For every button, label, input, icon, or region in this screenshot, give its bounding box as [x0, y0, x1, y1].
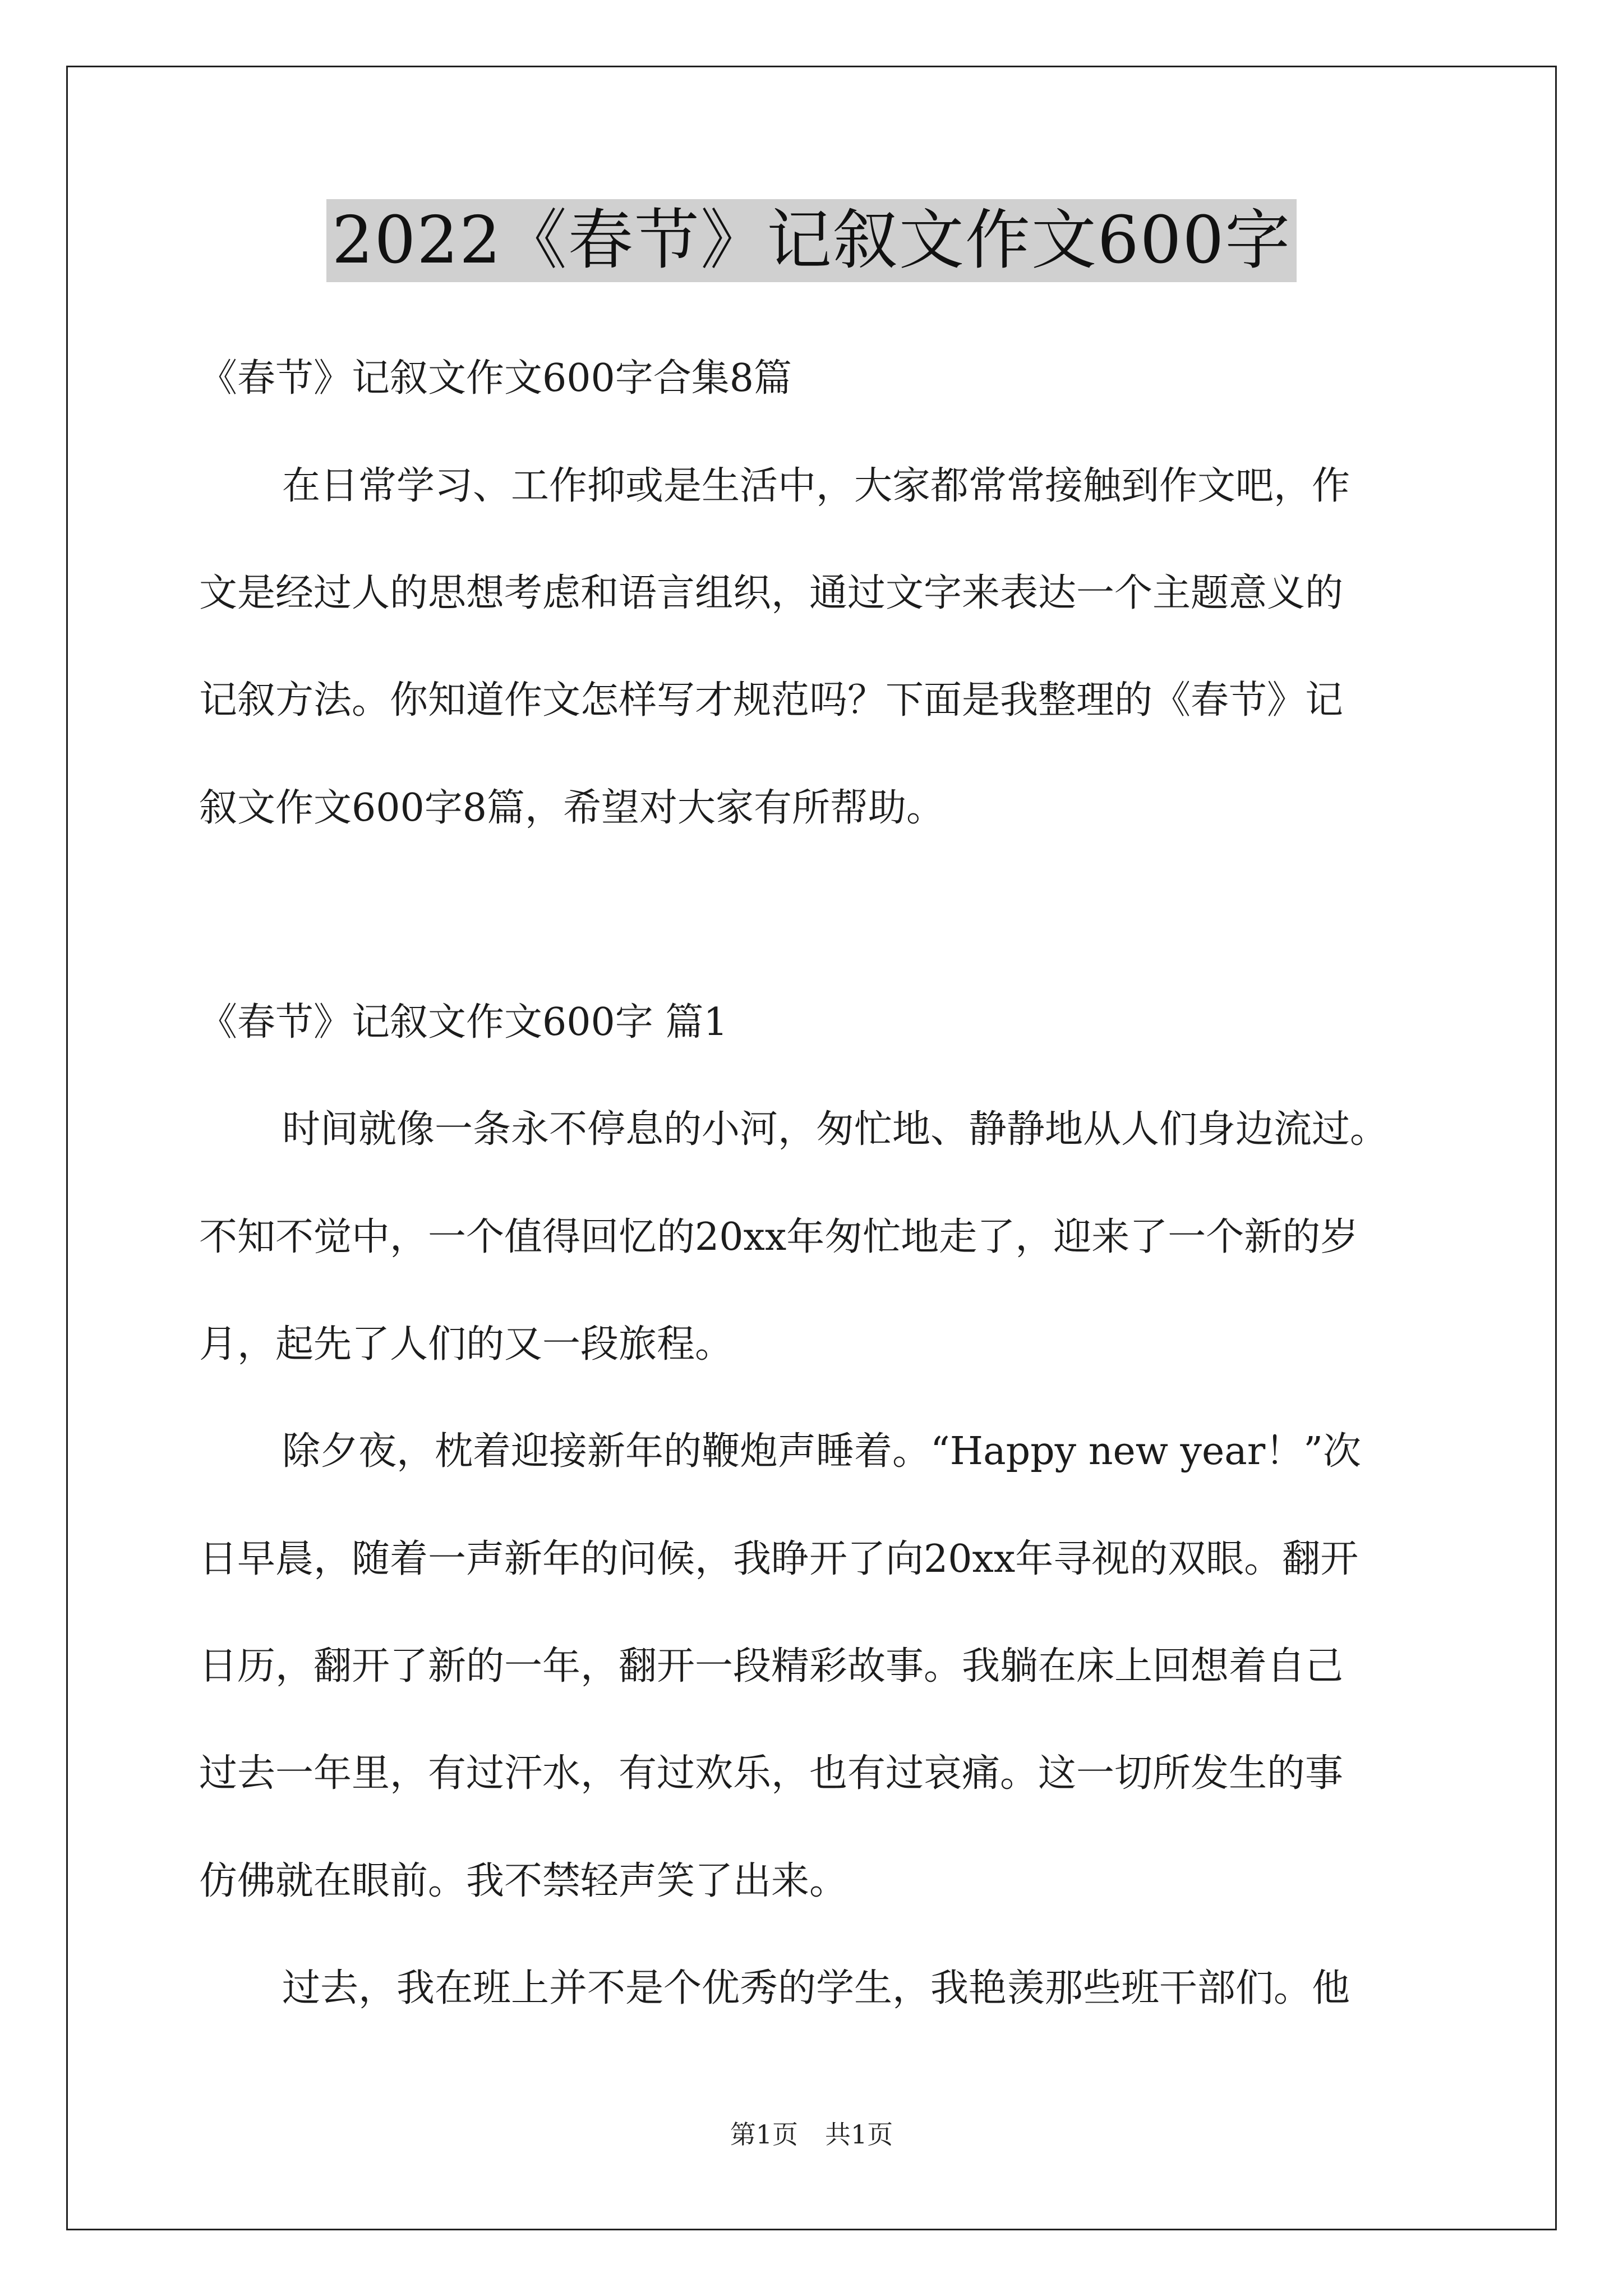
section-heading: 《春节》记叙文作文600字 篇1 [199, 1000, 728, 1045]
intro-line: 叙文作文600字8篇，希望对大家有所帮助。 [199, 786, 945, 830]
paragraph-line: 月，起先了人们的又一段旅程。 [199, 1322, 734, 1366]
paragraph-line: 日早晨，随着一声新年的问候，我睁开了向20xx年寻视的双眼。翻开 [199, 1537, 1359, 1581]
page-footer [0, 2118, 1623, 2151]
document-title: 2022《春节》记叙文作文600字 [326, 199, 1297, 282]
page-total: 共1页 [825, 2119, 893, 2150]
paragraph-line: 除夕夜，枕着迎接新年的鞭炮声睡着。“Happy new year！”次 [282, 1429, 1362, 1474]
paragraph-line: 不知不觉中，一个值得回忆的20xx年匆忙地走了，迎来了一个新的岁 [199, 1215, 1359, 1259]
paragraph-line: 过去，我在班上并不是个优秀的学生，我艳羡那些班干部们。他 [282, 1966, 1350, 2010]
intro-line: 记叙方法。你知道作文怎样写才规范吗？下面是我整理的《春节》记 [199, 678, 1344, 723]
page-number: 第1页 [730, 2119, 798, 2150]
intro-line: 在日常学习、工作抑或是生活中，大家都常常接触到作文吧，作 [282, 464, 1350, 508]
paragraph-line: 时间就像一条永不停息的小河，匆忙地、静静地从人们身边流过。 [282, 1107, 1389, 1152]
title-block [0, 199, 1623, 282]
paragraph-line: 日历，翻开了新的一年，翻开一段精彩故事。我躺在床上回想着自己 [199, 1644, 1344, 1688]
collection-heading: 《春节》记叙文作文600字合集8篇 [199, 356, 792, 401]
paragraph-line: 仿佛就在眼前。我不禁轻声笑了出来。 [199, 1859, 848, 1903]
intro-line: 文是经过人的思想考虑和语言组织，通过文字来表达一个主题意义的 [199, 571, 1344, 615]
paragraph-line: 过去一年里，有过汗水，有过欢乐，也有过哀痛。这一切所发生的事 [199, 1751, 1344, 1796]
